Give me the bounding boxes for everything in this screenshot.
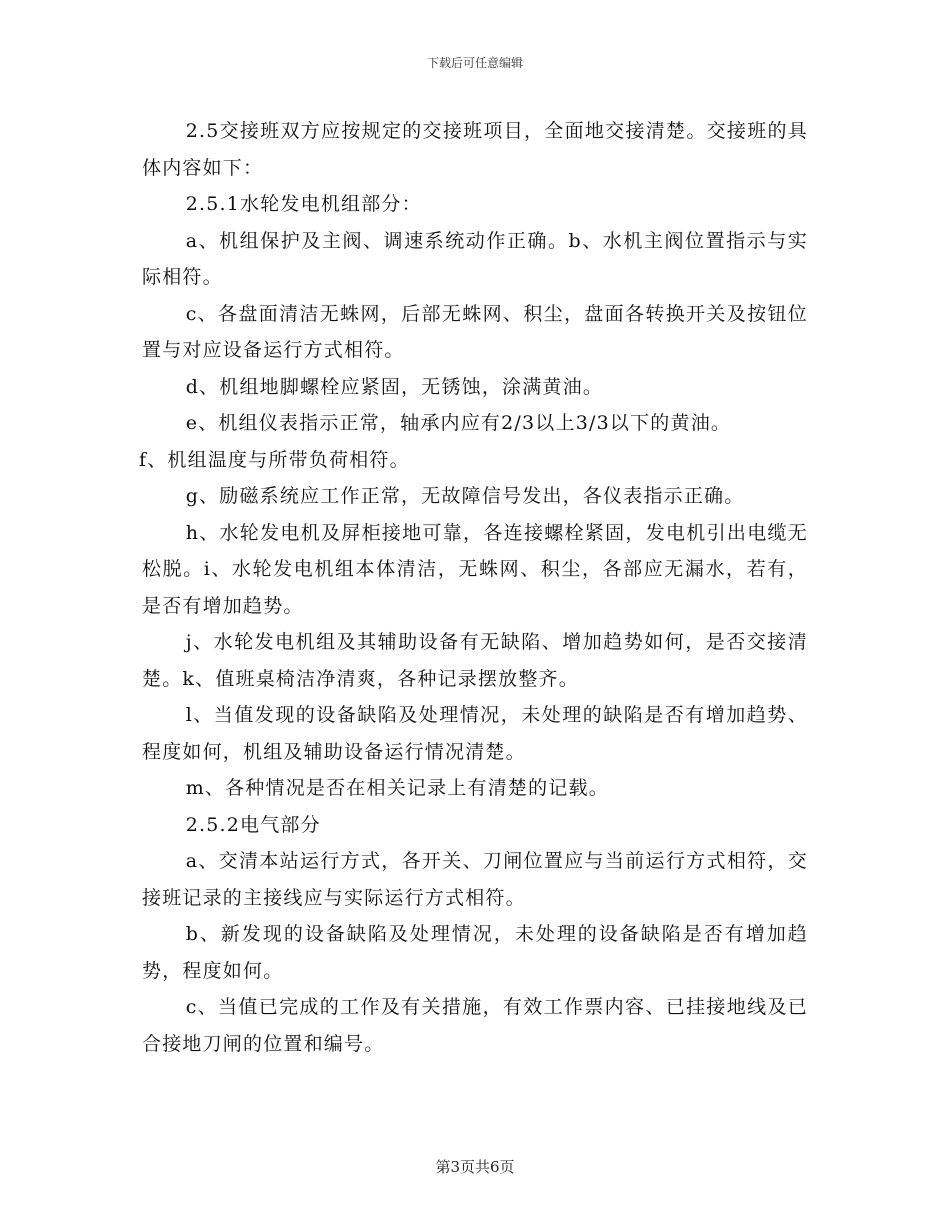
page-header-note: 下载后可任意编辑 (426, 56, 523, 70)
paragraph-item-m: m、各种情况是否在相关记录上有清楚的记载。 (185, 777, 609, 799)
paragraph-item-f: f、机组温度与所带负荷相符。 (139, 448, 410, 471)
paragraph-item-a-b: a、机组保护及主阀、调速系统动作正确。b、水机主阀位置指示与实际相符。 (142, 229, 808, 288)
section-heading-electrical: 2.5.2电气部分 (185, 813, 321, 836)
paragraph-electrical-a: a、交清本站运行方式，各开关、刀闸位置应与当前运行方式相符，交接班记录的主接线应与实际运行方式相符。 (142, 850, 808, 909)
paragraph-electrical-b: b、新发现的设备缺陷及处理情况，未处理的设备缺陷是否有增加趋势，程度如何。 (142, 923, 808, 982)
paragraph-item-h-i: h、水轮发电机及屏柜接地可靠，各连接螺栓紧固，发电机引出电缆无松脱。i、水轮发电机组本体清洁，无蛛网、积尘，各部应无漏水，若有，是否有增加趋势。 (142, 521, 808, 617)
section-heading-turbine-generator: 2.5.1水轮发电机组部分： (185, 193, 422, 215)
document-body (139, 113, 808, 1062)
paragraph-handover-intro: 2.5交接班双方应按规定的交接班项目，全面地交接清楚。交接班的具体内容如下： (142, 120, 808, 179)
paragraph-item-j-k: j、水轮发电机组及其辅助设备有无缺陷、增加趋势如何，是否交接清楚。k、值班桌椅洁净清爽，各种记录摆放整齐。 (142, 631, 808, 690)
paragraph-item-d: d、机组地脚螺栓应紧固，无锈蚀，涂满黄油。 (185, 375, 604, 398)
page-number-footer: 第3页共6页 (435, 1158, 515, 1176)
paragraph-electrical-c: c、当值已完成的工作及有关措施，有效工作票内容、已挂接地线及已合接地刀闸的位置和编号。 (142, 996, 808, 1055)
paragraph-item-c: c、各盘面清洁无蛛网，后部无蛛网、积尘，盘面各转换开关及按钮位置与对应设备运行方式相符。 (142, 302, 808, 361)
paragraph-item-g: g、励磁系统应工作正常，无故障信号发出，各仪表指示正确。 (185, 485, 745, 507)
paragraph-item-e: e、机组仪表指示正常，轴承内应有2/3以上3/3以下的黄油。 (185, 412, 732, 434)
paragraph-item-l: l、当值发现的设备缺陷及处理情况，未处理的缺陷是否有增加趋势、程度如何，机组及辅助设备运行情况清楚。 (142, 704, 808, 763)
